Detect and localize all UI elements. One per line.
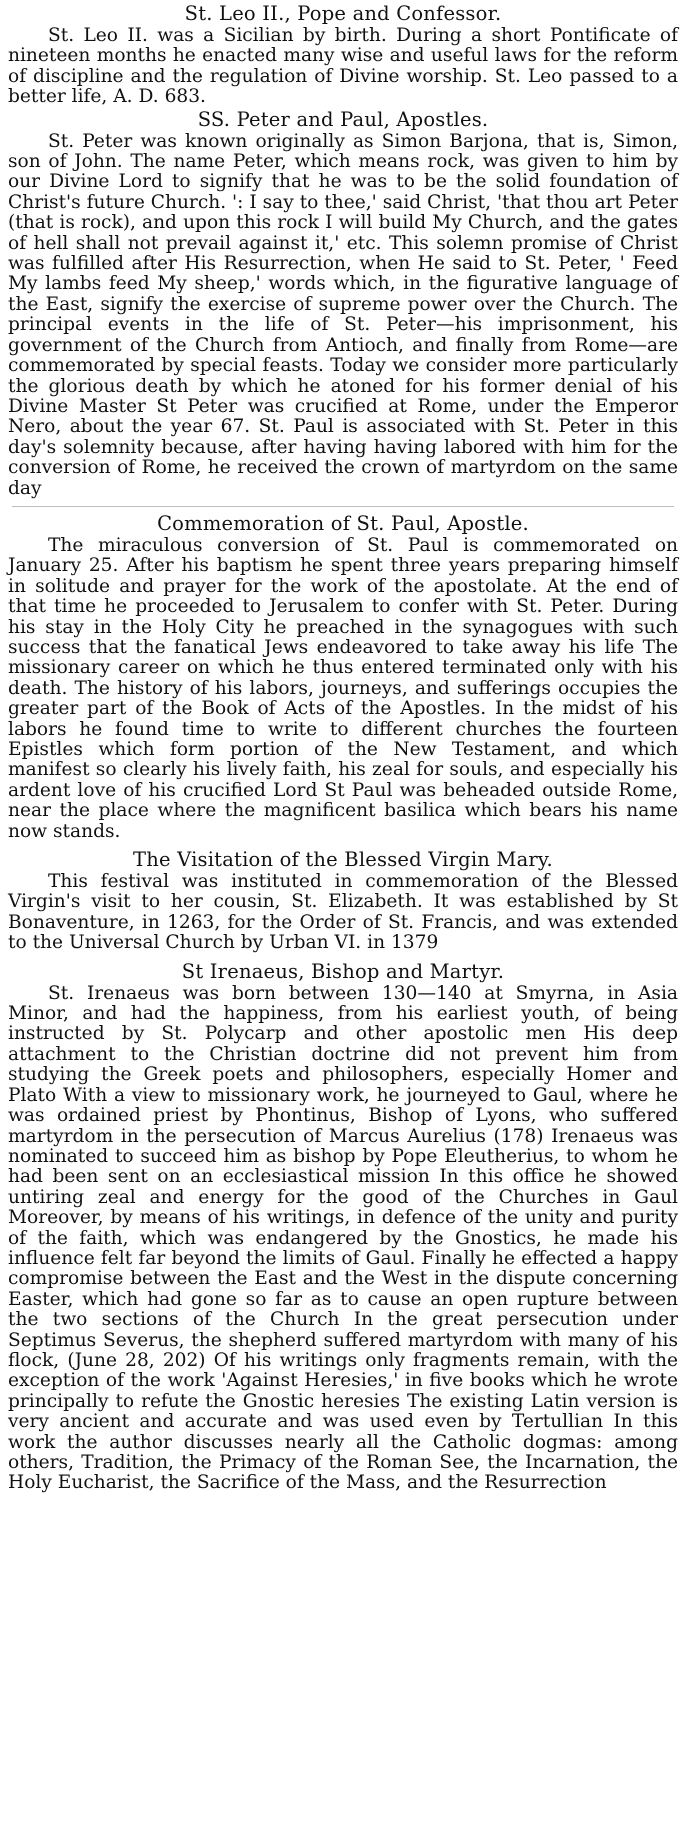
section-divider (12, 506, 674, 507)
article-paul (8, 512, 678, 842)
article-leo (8, 2, 678, 108)
heading-irenaeus: St Irenaeus, Bishop and Martyr. (181, 959, 505, 983)
paragraph-leo: St. Leo II. was a Sicilian by birth. During a short Pontificate of nineteen months he enacted many wise and useful laws for the reform of discipline and the regulation of Divine worship. St. Leo passed to a better life, A. D. 683. (8, 25, 678, 108)
heading-leo: St. Leo II., Pope and Confessor. (184, 2, 502, 25)
heading-paul: Commemoration of St. Paul, Apostle. (157, 511, 529, 535)
article-peter-paul (8, 108, 678, 499)
paragraph-irenaeus: St. Irenaeus was born between 130—140 at Smyrna, in Asia Minor, and had the happiness, from his earliest youth, of being instructed by St. Polycarp and other apostolic men His deep attachment to the Christian doctrine did not prevent him from studying the Greek poets and philosophers, especially Homer and Plato With a view to missionary work, he journeyed to Gaul, where he was ordained priest by Phontinus, Bishop of Lyons, who suffered martyrdom in the persecution of Marcus Aurelius (178) Irenaeus was nominated to succeed him as bishop by Pope Eleutherius, to whom he had been sent on an ecclesiastical mission In this office he showed untiring zeal and energy for the good of the Churches in Gaul Moreover, by means of his writings, in defence of the unity and purity of the faith, which was endangered by the Gnostics, he made his influence felt far beyond the limits of Gaul. Finally he effected a happy compromise between the East and the West in the dispute concerning Easter, which had gone so far as to cause an open rupture between the two sections of the Church In the great persecution under Septimus Severus, the shepherd suffered martyrdom with many of his flock, (June 28, 202) Of his writings only fragments remain, with the exception of the work 'Against Heresies,' in five books which he wrote principally to refute the Gnostic heresies The existing Latin version is very ancient and accurate and was used even by Tertullian In this work the author discusses nearly all the Catholic dogmas: among others, Tradition, the Primacy of the Roman See, the Incarnation, the Holy Eucharist, the Sacrifice of the Mass, and the Resurrection (8, 982, 678, 1494)
paragraph-visitation: This festival was instituted in commemoration of the Blessed Virgin's visit to her cousin, St. Elizabeth. It was established by St Bonaventure, in 1263, for the Order of St. Francis, and was extended to the Universal Church by Urban VI. in 1379 (8, 871, 678, 954)
heading-visitation: The Visitation of the Blessed Virgin Mary. (133, 848, 553, 872)
heading-peter-paul: SS. Peter and Paul, Apostles. (197, 107, 489, 131)
article-visitation (8, 848, 678, 954)
article-irenaeus (8, 960, 678, 1494)
paragraph-peter-paul: St. Peter was known originally as Simon Barjona, that is, Simon, son of John. The name Peter, which means rock, was given to him by our Divine Lord to signify that he was to be the solid foundation of Christ's future Church. ': I say to thee,' said Christ, 'that thou art Peter (that is rock), and upon this rock I will build My Church, and the gates of hell shall not prevail against it,' etc. This solemn promise of Christ was fulfilled after His Resurrection, when He said to St. Peter, ' Feed My lambs feed My sheep,' words which, in the figurative language of the East, signify the exercise of supreme power over the Church. The principal events in the life of St. Peter—his imprisonment, his government of the Church from Antioch, and finally from Rome—are commemorated by special feasts. Today we consider more particularly the glorious death by which he atoned for his former denial of his Divine Master St Peter was crucified at Rome, under the Emperor Nero, about the year 67. St. Paul is associated with St. Peter in this day's solemnity because, after having having labored with him for the conversion of Rome, he received the crown of martyrdom on the same day (8, 130, 678, 499)
paragraph-paul: The miraculous conversion of St. Paul is commemorated on January 25. After his baptism he spent three years preparing himself in solitude and prayer for the work of the apostolate. At the end of that time he proceeded to Jerusalem to confer with St. Peter. During his stay in the Holy City he preached in the synagogues with such success that the fanatical Jews endeavored to take away his life The missionary career on which he thus entered terminated only with his death. The history of his labors, journeys, and sufferings occupies the greater part of the Book of Acts of the Apostles. In the midst of his labors he found time to write to different churches the fourteen Epistles which form portion of the New Testament, and which manifest so clearly his lively faith, his zeal for souls, and especially his ardent love of his crucified Lord St Paul was beheaded outside Rome, near the place where the magnificent basilica which bears his name now stands. (8, 534, 678, 842)
